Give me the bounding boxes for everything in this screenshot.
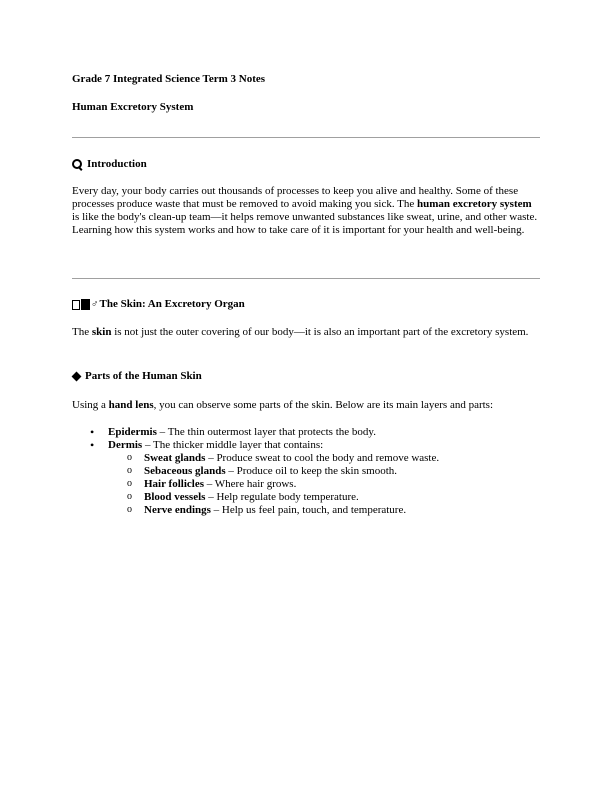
- skin-heading: [72, 298, 245, 311]
- document-title: Grade 7 Integrated Science Term 3 Notes: [72, 73, 266, 85]
- skin-heading-text: The Skin: An Excretory Organ: [99, 298, 245, 310]
- intro-bold-term: human excretory system: [417, 198, 532, 210]
- document-subtitle: Human Excretory System: [72, 101, 194, 113]
- parts-heading-text: Parts of the Human Skin: [85, 370, 202, 382]
- intro-text-2: is like the body's clean-up team—it helps remove unwanted substances like sweat, urine, and other waste. Learning how this system works and how to take care of it is important for your health and well-being.: [72, 211, 538, 236]
- list-item-dermis: • Dermis – The thicker middle layer that contains:: [72, 439, 540, 452]
- skin-emoji-icon: ♂: [72, 299, 99, 310]
- divider: [72, 278, 540, 279]
- magnifying-glass-icon: [72, 159, 83, 170]
- parts-text-2: , you can observe some parts of the skin. Below are its main layers and parts:: [153, 399, 494, 411]
- skin-bold-term: skin: [91, 326, 112, 338]
- sub-list-item: o Hair follicles – Where hair grows.: [72, 478, 540, 491]
- intro-paragraph: [72, 185, 540, 237]
- divider: [72, 137, 540, 138]
- sub-list-item: o Sebaceous glands – Produce oil to keep the skin smooth.: [72, 465, 540, 478]
- parts-paragraph: [72, 399, 540, 412]
- intro-text-1: Every day, your body carries out thousands of processes to keep you alive and healthy. Some of these processes produce waste that must be removed to avoid making you sick. The: [72, 185, 519, 210]
- parts-bold-term: hand lens: [108, 399, 154, 411]
- sub-list-item: o Blood vessels – Help regulate body temperature.: [72, 491, 540, 504]
- diamond-icon: [72, 372, 82, 382]
- parts-text-1: Using a: [72, 399, 109, 411]
- skin-text-1: The: [72, 326, 92, 338]
- list-item-epidermis: • Epidermis – The thin outermost layer that protects the body.: [72, 426, 540, 439]
- skin-paragraph: [72, 326, 540, 339]
- intro-heading: [72, 158, 147, 171]
- sub-list-item: o Nerve endings – Help us feel pain, touch, and temperature.: [72, 504, 540, 517]
- intro-heading-text: Introduction: [87, 158, 147, 170]
- skin-text-2: is not just the outer covering of our body—it is also an important part of the excretory system.: [111, 326, 529, 338]
- parts-heading: [72, 370, 202, 383]
- sub-list-item: o Sweat glands – Produce sweat to cool the body and remove waste.: [72, 452, 540, 465]
- skin-parts-list: [72, 426, 540, 517]
